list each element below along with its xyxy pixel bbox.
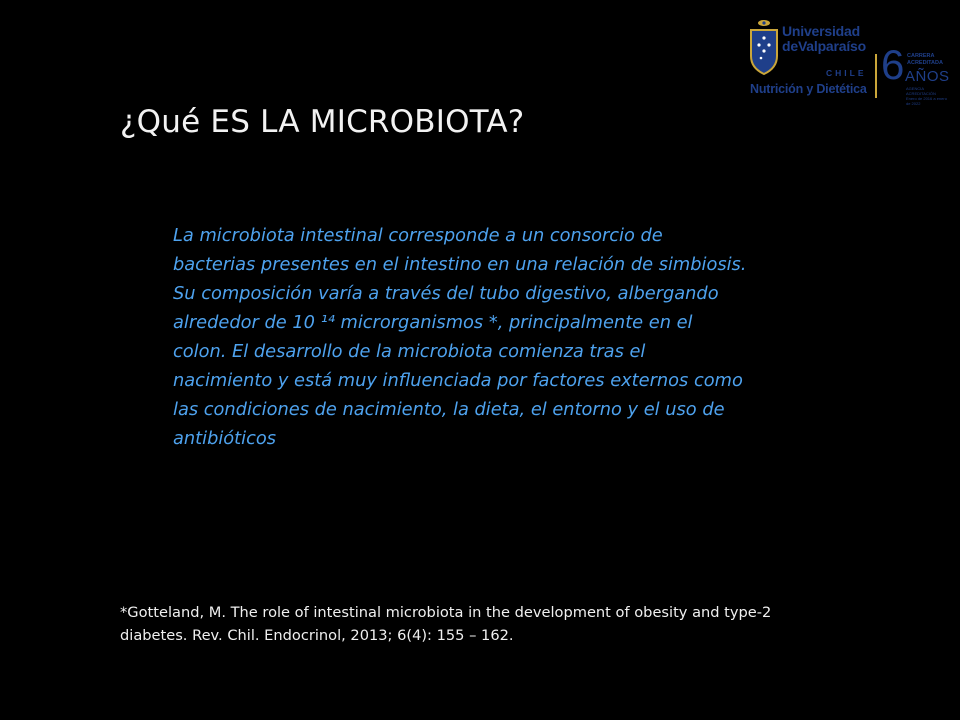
accreditation-label-line1: CARRERA xyxy=(907,53,935,59)
body-line: las condiciones de nacimiento, la dieta, el entorno y el uso de xyxy=(173,399,725,420)
slide-title: ¿Qué ES LA MICROBIOTA? xyxy=(120,104,525,140)
accreditation-label-line2: ACREDITADA xyxy=(907,60,943,66)
accreditation-agency-line2: Enero de 2016 a enero de 2022 xyxy=(906,96,947,106)
accreditation-agency-line1: AGENCIA ACREDITACIÓN xyxy=(906,86,936,96)
body-paragraph xyxy=(173,221,813,453)
body-line: nacimiento y está muy influenciada por factores externos como xyxy=(173,370,743,391)
body-line: Su composición varía a través del tubo digestivo, albergando xyxy=(173,283,719,304)
accreditation-years-number: 6 xyxy=(881,41,905,88)
reference-line: *Gotteland, M. The role of intestinal microbiota in the development of obesity and type-2 xyxy=(120,604,772,621)
reference-citation xyxy=(120,601,840,647)
body-line: La microbiota intestinal corresponde a un consorcio de xyxy=(173,225,663,246)
reference-line: diabetes. Rev. Chil. Endocrinol, 2013; 6(4): 155 – 162. xyxy=(120,627,514,644)
body-line: colon. El desarrollo de la microbiota comienza tras el xyxy=(173,341,646,362)
university-country: CHILE xyxy=(826,68,867,78)
accreditation-label xyxy=(907,53,943,67)
body-line: alrededor de 10 ¹⁴ microrganismos *, principalmente en el xyxy=(173,312,693,333)
university-name-line2: deValparaíso xyxy=(782,38,866,54)
logo-divider xyxy=(875,54,877,98)
department-name: Nutrición y Dietética xyxy=(750,82,867,96)
accreditation-agency xyxy=(906,86,948,106)
shield-icon xyxy=(748,18,780,76)
body-line: antibióticos xyxy=(173,428,277,449)
body-line: bacterias presentes en el intestino en una relación de simbiosis. xyxy=(173,254,747,275)
university-name xyxy=(782,24,866,54)
university-logo xyxy=(748,18,950,106)
accreditation-years-word: AÑOS xyxy=(905,68,950,85)
university-name-line1: Universidad xyxy=(782,23,860,39)
